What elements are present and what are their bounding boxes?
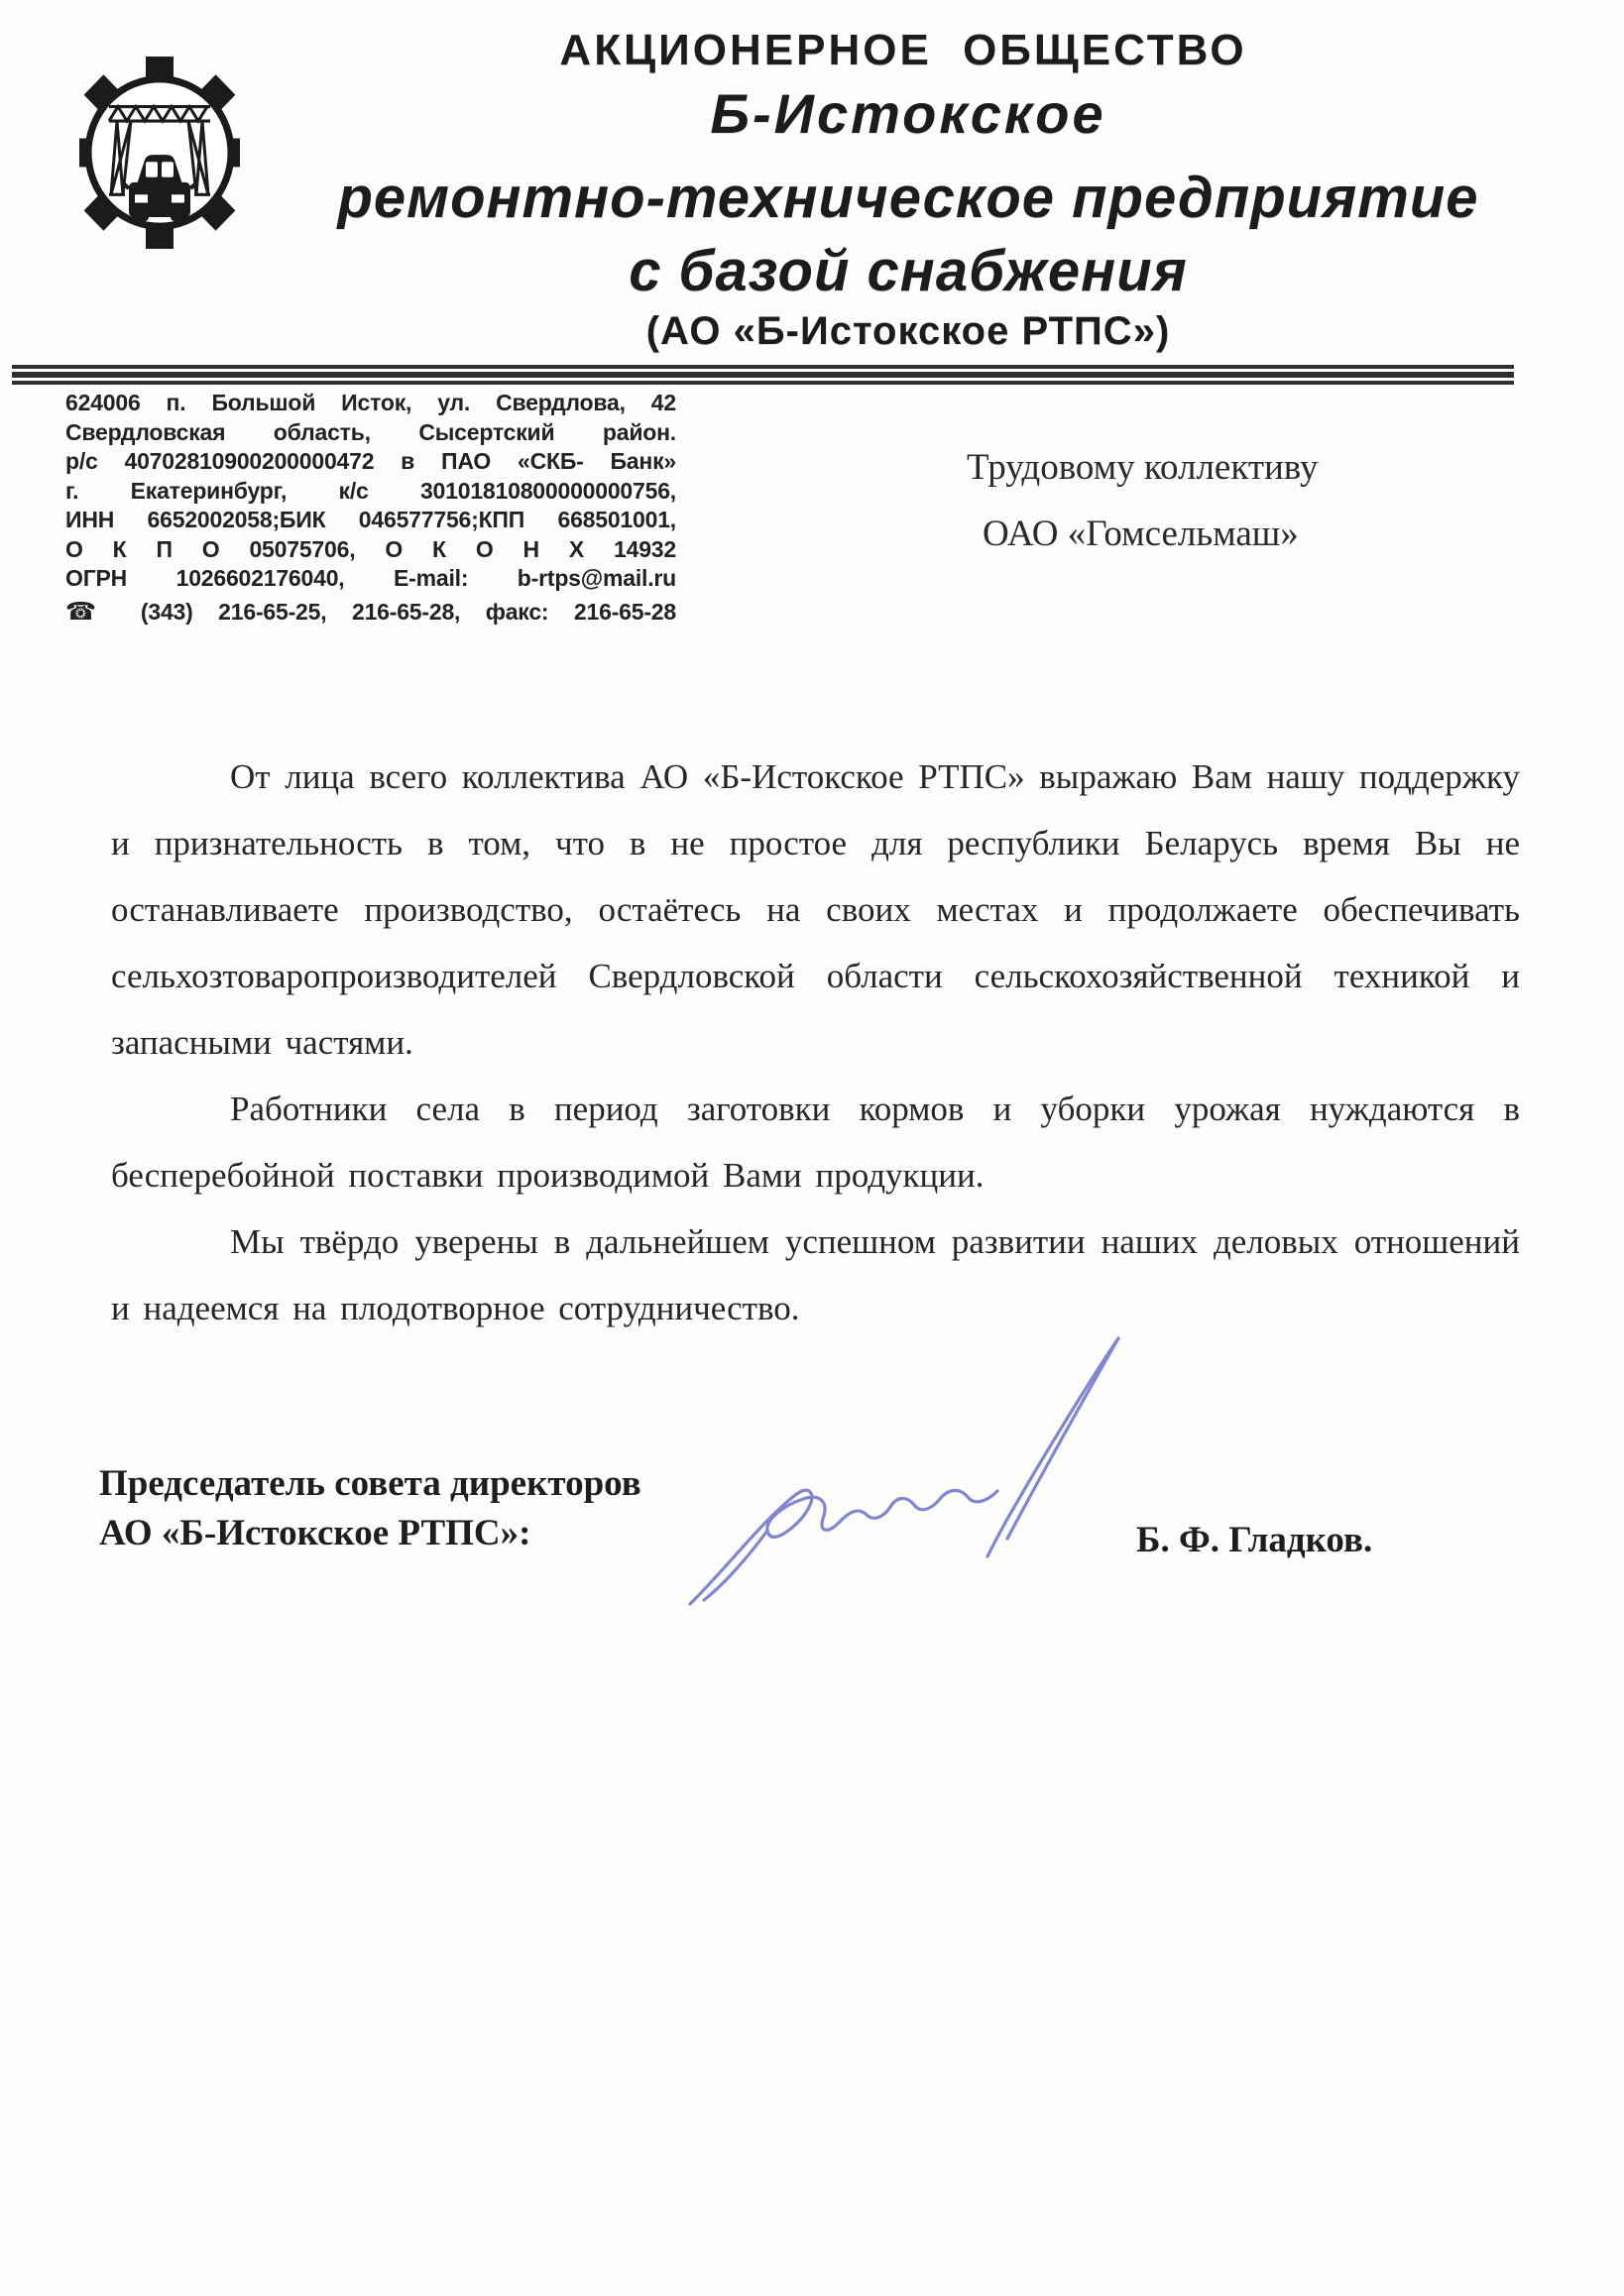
- handwritten-signature: [670, 1330, 1136, 1613]
- requisites-line: ИНН 6652002058;БИК 046577756;КПП 668501001,: [65, 507, 676, 532]
- letter-body: [111, 744, 1520, 1341]
- signer-name: Б. Ф. Гладков.: [1136, 1520, 1373, 1560]
- phone-numbers: (343) 216-65-25, 216-65-28, факс: 216-65-28: [140, 598, 676, 625]
- requisites-line: 624006 п. Большой Исток, ул. Свердлова, 42: [65, 390, 676, 415]
- signer-title-block: [99, 1459, 641, 1558]
- phone-fax-line: [65, 597, 676, 628]
- company-name-line-1: Б-Истокское: [710, 82, 1106, 145]
- letterhead-divider: [12, 365, 1514, 385]
- company-requisites-block: [65, 389, 676, 627]
- body-paragraph: Работники села в период заготовки кормов и уборки урожая нуждаются в бесперебойной поставки производимой Вами продукции.: [111, 1090, 1520, 1195]
- requisites-line: г. Екатеринбург, к/с 30101810800000000756,: [65, 477, 676, 504]
- recipient-line-2: ОАО «Гомсельмаш»: [983, 514, 1299, 554]
- gear-crane-car-logo-icon: [79, 56, 240, 250]
- company-name-line-2: ремонтно-техническое предприятие: [337, 166, 1479, 230]
- recipient-block: [967, 434, 1319, 567]
- requisites-line: р/с 40702810900200000472 в ПАО «СКБ- Банк»: [65, 448, 676, 474]
- company-short-name: (АО «Б-Истокское РТПС»): [645, 309, 1171, 353]
- signer-title-line-2: АО «Б-Истокское РТПС»:: [99, 1513, 531, 1553]
- company-name-line-3: с базой снабжения: [629, 239, 1188, 303]
- requisites-line: О К П О 05075706, О К О Н Х 14932: [65, 535, 676, 562]
- recipient-line-1: Трудовому коллективу: [967, 447, 1319, 488]
- body-paragraph: Мы твёрдо уверены в дальнейшем успешном развитии наших деловых отношений и надеемся на плодотворное сотрудничество.: [111, 1222, 1520, 1327]
- requisites-line: Свердловская область, Сысертский район.: [65, 418, 676, 445]
- requisites-line: ОГРН 1026602176040, E-mail: b-rtps@mail.ru: [65, 565, 676, 591]
- signer-title-line-1: Председатель совета директоров: [99, 1463, 641, 1504]
- org-type-heading: АКЦИОНЕРНОЕ ОБЩЕСТВО: [559, 26, 1247, 74]
- telephone-icon: ☎: [65, 596, 116, 626]
- body-paragraph: От лица всего коллектива АО «Б-Истокское РТПС» выражаю Вам нашу поддержку и признательность в том, что в не простое для республики Беларусь время Вы не останавливаете производство, остаётесь на своих местах и продолжаете обеспечивать сельхозтоваропроизводителей Свердловской области сельскохозяйственной техникой и запасными частями.: [111, 757, 1520, 1062]
